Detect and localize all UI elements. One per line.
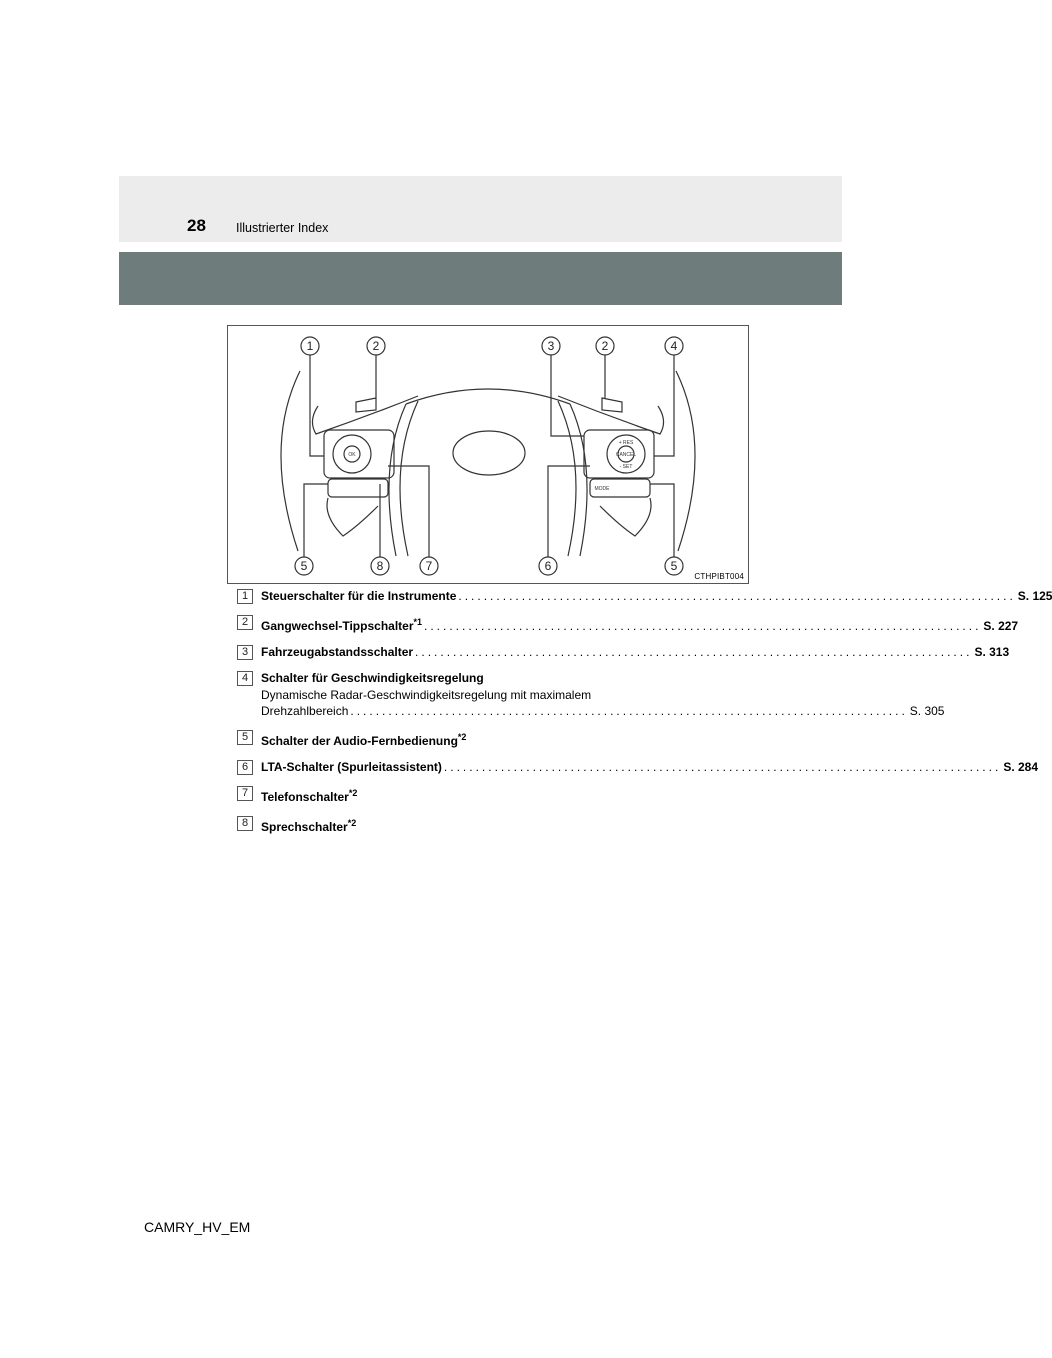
section-title: Illustrierter Index xyxy=(236,221,329,235)
item-subtext: Drehzahlbereich xyxy=(261,704,349,718)
list-item xyxy=(237,759,1039,776)
item-number: 1 xyxy=(237,589,253,604)
leader-dots: ........................................................................................ xyxy=(424,619,982,633)
callout-label: 6 xyxy=(544,559,552,573)
callout-label: 4 xyxy=(670,339,678,353)
footnote-marker: *2 xyxy=(348,788,358,798)
item-label: Telefonschalter xyxy=(261,790,349,804)
figure-code: CTHPIBT004 xyxy=(694,572,744,581)
page-ref: S. 227 xyxy=(983,619,1019,633)
cancel-button-label: CANCEL xyxy=(615,452,637,458)
ok-button-label: OK xyxy=(348,452,356,458)
header-band xyxy=(119,176,842,242)
item-label: Gangwechsel-Tippschalter xyxy=(261,619,414,633)
list-item xyxy=(237,614,1019,635)
page-ref: S. 305 xyxy=(909,704,945,718)
leader-dots: ........................................................................................ xyxy=(458,589,1016,603)
footnote-marker: *2 xyxy=(457,732,467,742)
list-item xyxy=(237,670,945,720)
item-number: 8 xyxy=(237,816,253,831)
callout-label: 3 xyxy=(547,339,555,353)
item-number: 4 xyxy=(237,671,253,686)
item-label: Schalter für Geschwindigkeitsregelung xyxy=(261,671,484,685)
page-ref: S. 313 xyxy=(974,645,1010,659)
page-ref: S. 125 xyxy=(1017,589,1052,603)
item-number: 2 xyxy=(237,615,253,630)
item-number: 6 xyxy=(237,760,253,775)
leader-dots: ........................................................................................ xyxy=(443,760,1002,774)
item-label: LTA-Schalter (Spurleitassistent) xyxy=(261,760,442,774)
list-item xyxy=(237,644,1010,661)
model-code: CAMRY_HV_EM xyxy=(144,1219,251,1235)
leader-dots: ........................................................................................ xyxy=(415,645,973,659)
steering-wheel-figure xyxy=(227,325,749,584)
callout-label: 7 xyxy=(425,559,433,573)
callout-label: 2 xyxy=(372,339,380,353)
item-label: Steuerschalter für die Instrumente xyxy=(261,589,457,603)
list-item xyxy=(237,815,727,836)
item-number: 7 xyxy=(237,786,253,801)
item-number: 3 xyxy=(237,645,253,660)
list-item xyxy=(237,588,1052,605)
steering-wheel-illustration xyxy=(228,326,750,585)
callout-label: 1 xyxy=(306,339,314,353)
res-button-label: + RES xyxy=(618,440,634,446)
index-list xyxy=(237,588,1052,845)
page-number: 28 xyxy=(187,216,206,235)
item-number: 5 xyxy=(237,730,253,745)
set-button-label: - SET xyxy=(619,464,633,470)
section-banner xyxy=(119,252,842,305)
item-label: Fahrzeugabstandsschalter xyxy=(261,645,414,659)
footnote-marker: *1 xyxy=(413,617,423,627)
item-subtext: Dynamische Radar-Geschwindigkeitsregelung mit maximalem xyxy=(261,688,592,702)
item-label: Sprechschalter xyxy=(261,820,348,834)
leader-dots: ........................................................................................ xyxy=(350,704,908,718)
callout-label: 8 xyxy=(376,559,384,573)
list-item xyxy=(237,729,727,750)
footnote-marker: *2 xyxy=(347,818,357,828)
item-label: Schalter der Audio-Fernbedienung xyxy=(261,734,458,748)
callout-label: 2 xyxy=(601,339,609,353)
list-item xyxy=(237,785,727,806)
page-ref: S. 284 xyxy=(1003,760,1039,774)
callout-label: 5 xyxy=(670,559,678,573)
callout-label: 5 xyxy=(300,559,308,573)
mode-button-label: MODE xyxy=(594,486,610,492)
